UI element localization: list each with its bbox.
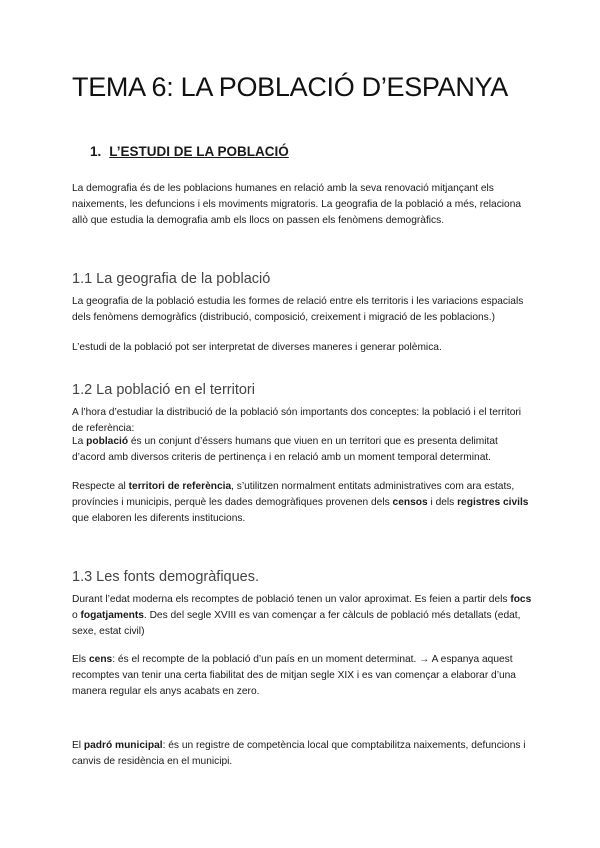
subsection-1-1-heading: 1.1 La geografia de la població <box>72 271 271 287</box>
text-run: , s’utilitzen normalment entitats administratives com ara estats, províncies i municipis, perquè les dades demogràfiques provenen dels <box>72 481 515 508</box>
term-padro-municipal: padró municipal <box>83 740 163 751</box>
subsection-1-3-heading: 1.3 Les fonts demogràfiques. <box>72 569 260 585</box>
subsection-1-2-paragraph-2 <box>72 434 532 466</box>
section-1-paragraph: La demografia és de les poblacions humanes en relació amb la seva renovació mitjançant els naixements, les defuncions i els moviments migratoris. La geografia de la població a més, relaciona allò que estudia la demografia amb els llocs on passen els fenòmens demogràfics. <box>72 183 522 226</box>
text-run: que elaboren les diferents institucions. <box>72 513 246 524</box>
text-run: i dels <box>427 497 458 508</box>
section-1-number: 1. <box>90 144 102 159</box>
subsection-1-2-paragraph-3 <box>72 479 532 527</box>
text-run: és un conjunt d’éssers humans que viuen en un territori que es presenta delimitat d’acord amb diversos criteris de pertinença i en relació amb un moment temporal determinat. <box>72 436 498 463</box>
document-title: TEMA 6: LA POBLACIÓ D’ESPANYA <box>72 72 508 102</box>
term-censos: censos <box>392 497 428 508</box>
text-run: Respecte al <box>72 481 129 492</box>
subsection-1-3-paragraph-1 <box>72 592 532 640</box>
text-run: La <box>72 436 87 447</box>
text-run: El <box>72 740 84 751</box>
subsection-1-2-paragraph-1: A l’hora d’estudiar la distribució de la població són importants dos conceptes: la població i el territori de referència: <box>72 407 522 434</box>
text-run: : és un registre de competència local que comptabilitza naixements, defuncions i canvis de residència en el municipi. <box>72 740 526 767</box>
section-1-title: L’ESTUDI DE LA POBLACIÓ <box>109 144 289 159</box>
text-run: Els <box>72 654 89 665</box>
term-fogatjaments: fogatjaments <box>80 610 144 621</box>
text-run: : és el recompte de la població d’un país en un moment determinat. → A espanya aquest recomptes van tenir una certa fiabilitat des de mitjan segle XIX i es van començar a elaborar d’una manera regular els anys acabats en zero. <box>72 654 516 697</box>
term-focs: focs <box>510 594 532 605</box>
subsection-1-2-heading: 1.2 La població en el territori <box>72 382 255 398</box>
subsection-1-3-paragraph-2 <box>72 652 532 700</box>
text-run: . Des del segle XVIII es van començar a fer càlculs de població més detallats (edat, sexe, estat civil) <box>72 610 521 637</box>
term-cens: cens <box>88 654 113 665</box>
subsection-1-1-paragraph-1: La geografia de la població estudia les formes de relació entre els territoris i les variacions espacials dels fenòmens demogràfics (distribució, composició, creixement i migració de les poblacions.) <box>72 296 524 323</box>
term-territori-referencia: territori de referència <box>128 481 232 492</box>
term-poblacio: població <box>86 436 129 447</box>
subsection-1-1-paragraph-2: L’estudi de la població pot ser interpretat de diverses maneres i generar polèmica. <box>72 342 442 353</box>
text-run: Durant l’edat moderna els recomptes de població tenen un valor aproximat. Es feien a partir dels <box>72 594 511 605</box>
section-1-heading <box>90 144 289 159</box>
subsection-1-3-paragraph-3 <box>72 738 532 770</box>
term-registres-civils: registres civils <box>457 497 529 508</box>
text-run: o <box>72 610 81 621</box>
